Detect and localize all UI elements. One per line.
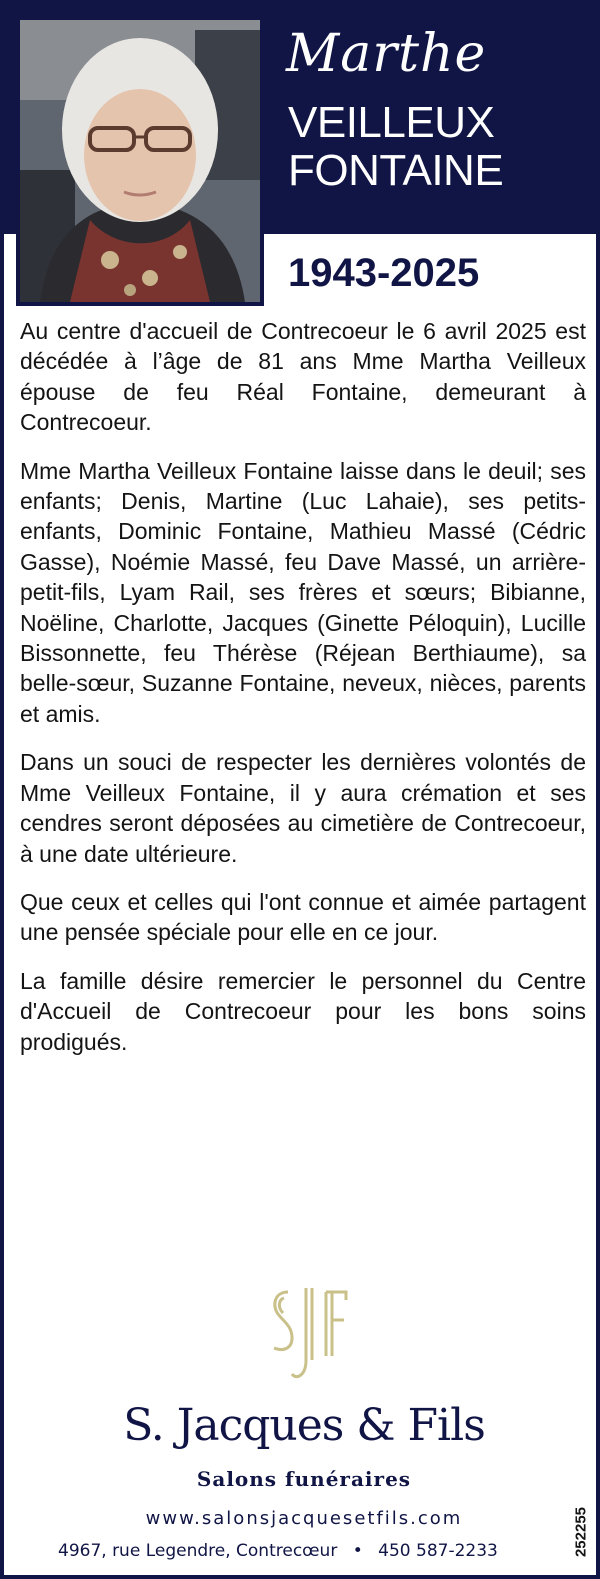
obituary-text — [20, 316, 586, 1075]
obituary-paragraph: Au centre d'accueil de Contrecoeur le 6 avril 2025 est décédée à l’âge de 81 ans Mme Martha Veilleux épouse de feu Réal Fontaine, demeurant à Contrecoeur. — [20, 318, 586, 436]
last-name-line-1: VEILLEUX — [288, 98, 495, 147]
website-url[interactable]: www.salonsjacquesetfils.com — [145, 1508, 463, 1529]
street-address: 4967, rue Legendre, Contrecœur — [58, 1541, 338, 1561]
obituary-paragraph: Que ceux et celles qui l'ont connue et aimée partagent une pensée spéciale pour elle en ce jour. — [20, 888, 586, 946]
obituary-paragraph: Dans un souci de respecter les dernières volontés de Mme Veilleux Fontaine, il y aura crémation et ses cendres seront déposées au cimetière de Contrecoeur, à une date ultérieure. — [20, 749, 586, 867]
separator-dot: • — [352, 1541, 363, 1561]
obituary-paragraph: La famille désire remercier le personnel du Centre d'Accueil de Contrecoeur pour les bons soins prodigués. — [20, 967, 586, 1055]
funeral-home-tagline: Salons funéraires — [196, 1467, 412, 1491]
sjf-monogram-logo — [266, 1284, 350, 1384]
ad-code-text: 252255 — [572, 1506, 590, 1558]
phone-number[interactable]: 450 587-2233 — [378, 1541, 498, 1561]
ad-code-vertical — [570, 1494, 592, 1570]
first-name: Marthe — [286, 24, 487, 84]
last-name-line-2: FONTAINE — [288, 146, 504, 195]
contact-line — [58, 1539, 498, 1563]
obituary-paragraph: Mme Martha Veilleux Fontaine laisse dans le deuil; ses enfants; Denis, Martine (Luc Lahaie), ses petits-enfants, Dominic Fontaine, Mathieu Massé (Cédric Gasse), Noémie Massé, feu Dave Massé, un arrière-petit-fils, Lyam Rail, ses frères et sœurs; Bibianne, Noëline, Charlotte, Jacques (Ginette Péloquin), Lucille Bissonnette, feu Thérèse (Réjean Berthiaume), sa belle-sœur, Suzanne Fontaine, neveux, nièces, parents et amis. — [20, 457, 586, 727]
funeral-home-name: S. Jacques & Fils — [123, 1400, 485, 1451]
portrait-photo — [16, 16, 264, 306]
life-years: 1943-2025 — [288, 251, 480, 295]
